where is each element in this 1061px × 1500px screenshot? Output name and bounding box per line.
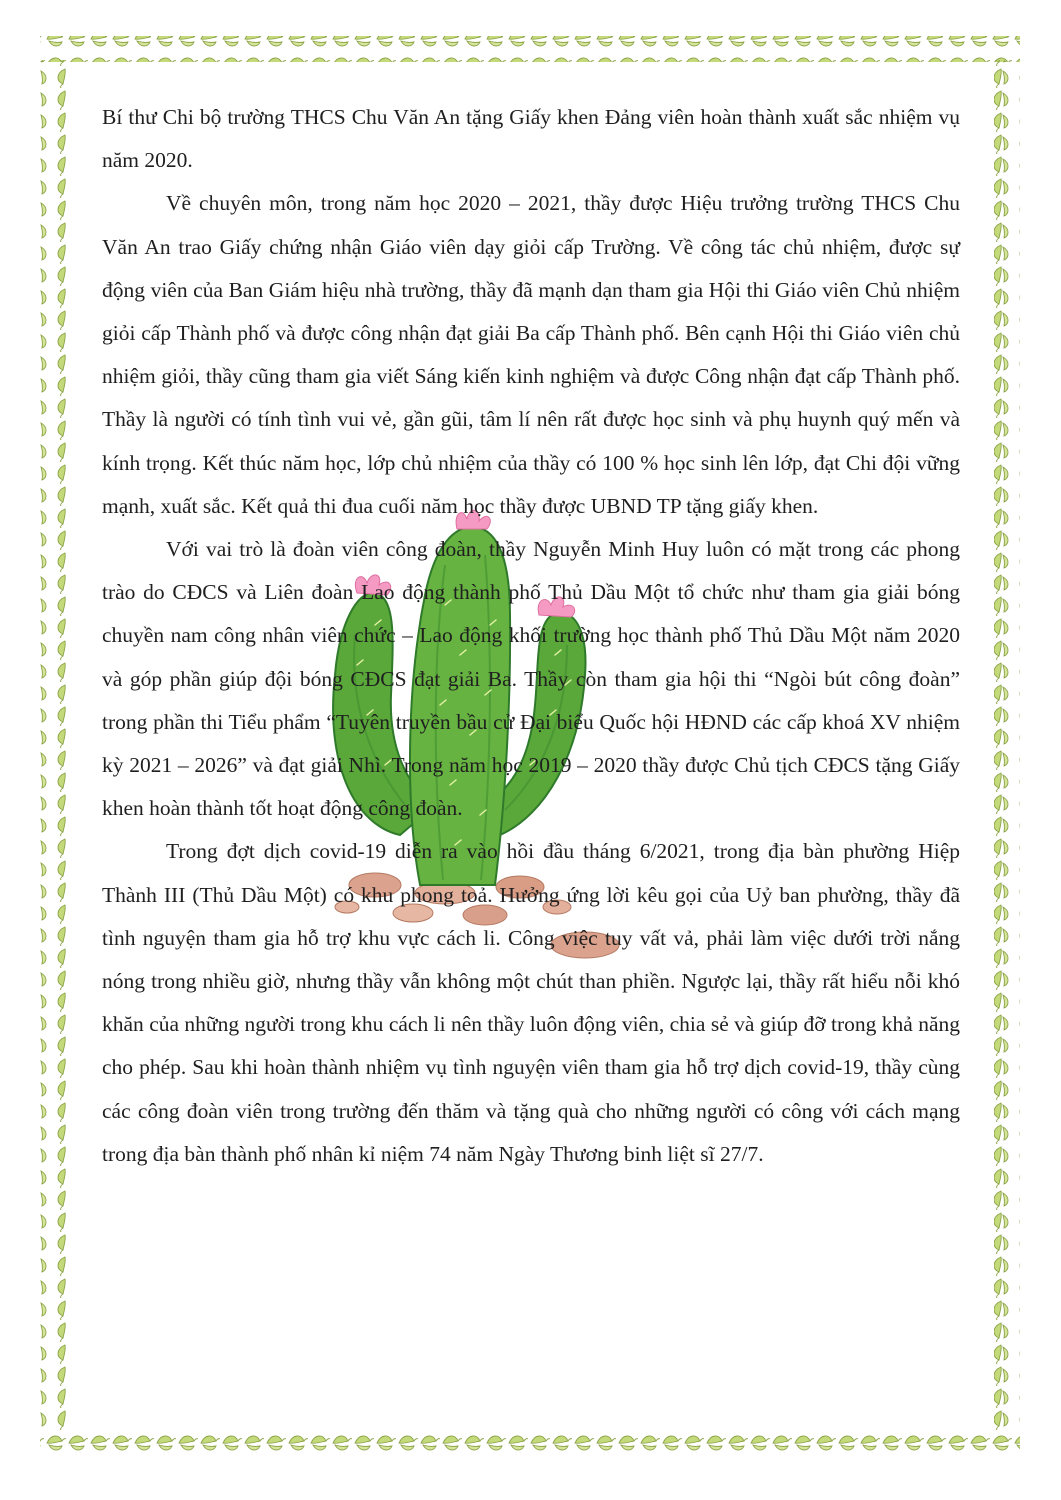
paragraph-professional: Về chuyên môn, trong năm học 2020 – 2021, thầy được Hiệu trưởng trường THCS Chu Văn An trao Giấy chứng nhận Giáo viên dạy giỏi cấp Trường. Về công tác chủ nhiệm, được sự động viên của Ban Giám hiệu nhà trường, thầy đã mạnh dạn tham gia Hội thi Giáo viên Chủ nhiệm giỏi cấp Thành phố và được công nhận đạt giải Ba cấp Thành phố. Bên cạnh Hội thi Giáo viên chủ nhiệm giỏi, thầy cũng tham gia viết Sáng kiến kinh nghiệm và được Công nhận đạt cấp Thành phố. Thầy là người có tính tình vui vẻ, gần gũi, tâm lí nên rất được học sinh và phụ huynh quý mến và kính trọng. Kết thúc năm học, lớp chủ nhiệm của thầy có 100 % học sinh lên lớp, đạt Chi đội vững mạnh, xuất sắc. Kết quả thi đua cuối năm học thầy được UBND TP tặng giấy khen. [102, 191, 960, 518]
vine-border-bottom [40, 1432, 1020, 1458]
paragraph-union: Với vai trò là đoàn viên công đoàn, thầy Nguyễn Minh Huy luôn có mặt trong các phong trào do CĐCS và Liên đoàn Lao động thành phố Thủ Dầu Một tổ chức như tham gia giải bóng chuyền nam công nhân viên chức – Lao động khối trường học thành phố Thủ Dầu Một năm 2020 và góp phần giúp đội bóng CĐCS đạt giải Ba. Thầy còn tham gia hội thi “Ngòi bút công đoàn” trong phần thi Tiểu phẩm “Tuyên truyền bầu cử Đại biểu Quốc hội HĐND các cấp khoá XV nhiệm kỳ 2021 – 2026” và đạt giải Nhì. Trong năm học 2019 – 2020 thầy được Chủ tịch CĐCS tặng Giấy khen hoàn thành tốt hoạt động công đoàn. [102, 537, 960, 821]
vine-border-right [994, 60, 1020, 1432]
paragraph-intro: Bí thư Chi bộ trường THCS Chu Văn An tặng Giấy khen Đảng viên hoàn thành xuất sắc nhiệm vụ năm 2020. [102, 105, 960, 173]
document-body [102, 96, 960, 1176]
paragraph-covid: Trong đợt dịch covid-19 diễn ra vào hồi đầu tháng 6/2021, trong địa bàn phường Hiệp Thành III (Thủ Dầu Một) có khu phong toả. Hưởng ứng lời kêu gọi của Uỷ ban phường, thầy đã tình nguyện tham gia hỗ trợ khu vực cách li. Công việc tuy vất vả, phải làm việc dưới trời nắng nóng trong nhiều giờ, nhưng thầy vẫn không một chút than phiền. Ngược lại, thầy rất hiểu nỗi khó khăn của những người trong khu cách li nên thầy luôn động viên, chia sẻ và giúp đỡ trong khả năng cho phép. Sau khi hoàn thành nhiệm vụ tình nguyện viên tham gia hỗ trợ dịch covid-19, thầy cùng các công đoàn viên trong trường đến thăm và tặng quà cho những người có công với cách mạng trong địa bàn thành phố nhân kỉ niệm 74 năm Ngày Thương binh liệt sĩ 27/7. [102, 839, 960, 1166]
vine-border-left [40, 60, 66, 1432]
vine-border-top [40, 36, 1020, 62]
